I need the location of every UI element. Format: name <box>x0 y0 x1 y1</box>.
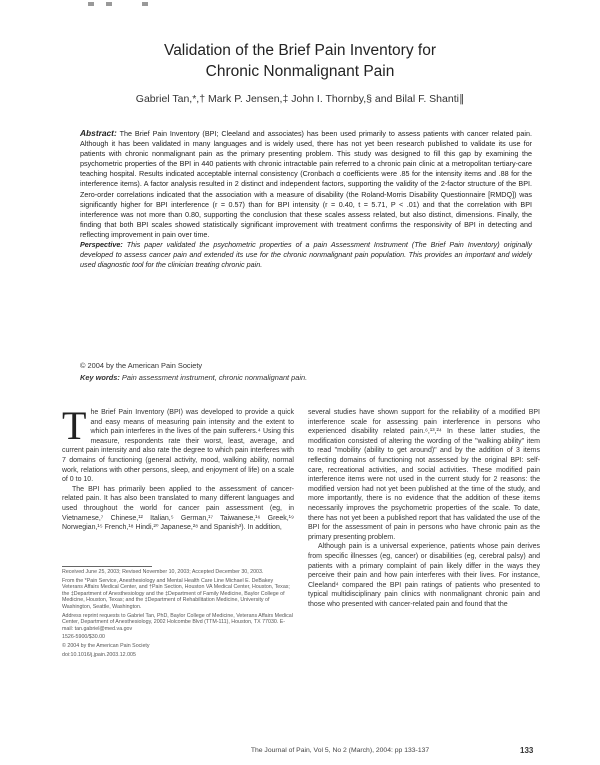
author-list: Gabriel Tan,*,† Mark P. Jensen,‡ John I. Thornby,§ and Bilal F. Shanti∥ <box>135 93 465 105</box>
footnote: From the *Pain Service, Anesthesiology and Mental Health Care Line Michael E. DeBakey Veterans Affairs Medical Center, and †Pain Section, Houston VA Medical Center, Houston, Texas; the ‡Department of Anesthesiology and the ‡Department of Family Medicine, Baylor College of Medicine, Houston, Texas; and the ‡Department of Rehabilitation Medicine, University of Washington, Seattle, Washington. <box>62 577 290 610</box>
page-number: 133 <box>520 746 534 755</box>
copyright-line: © 2004 by the American Pain Society <box>80 361 203 370</box>
keywords-text: Pain assessment instrument, chronic nonmalignant pain. <box>121 373 308 382</box>
perspective-text: This paper validated the psychometric properties of a pain Assessment Instrument (The Brief Pain Inventory) originally developed to assess cancer pain and extended its use for the chronic nonmalignant pain population. This provides an important and widely used diagnostic tool for the clinician treating chronic pain. <box>80 240 533 270</box>
journal-footer: The Journal of Pain, Vol 5, No 2 (March), 2004: pp 133-137 <box>250 747 430 754</box>
abstract <box>80 128 532 270</box>
footnote: Address reprint requests to Gabriel Tan, PhD, Baylor College of Medicine, Veterans Affairs Medical Center, Department of Anesthesiology, 2002 Holcombe Blvd (TTM-111), Houston, TX 77030. E-mail: tan.gabriel@med.va.gov <box>62 612 293 632</box>
footnote: 1526-5900/$30.00 <box>62 634 106 641</box>
body-column-left <box>62 403 294 533</box>
crop-marks <box>88 2 208 8</box>
title-line-1: Validation of the Brief Pain Inventory for <box>164 42 436 59</box>
perspective-label: Perspective: <box>80 240 123 250</box>
abstract-text: The Brief Pain Inventory (BPI; Cleeland and associates) has been used primarily to assess patients with cancer related pain. Although it has been validated in many languages and is widely used, there has not yet been research published to validate its use for patients with chronic nonmalignant pain as the primary presenting problem. This study was designed to fill this gap by examining the psychometric properties of the BPI in 440 patients with chronic intractable pain referred to a chronic pain clinic at a metropolitan tertiary-care teaching hospital. Results indicated acceptable internal consistency (Cronbach α coefficients were .85 for the intensity items and .88 for the interference items). A factor analysis resulted in 2 distinct and independent factors, supporting the validity of the 2-factor structure of the BPI. Zero-order correlations indicated that the association with a measure of disability (the Roland-Morris Disability Questionnaire [RMDQ]) was significantly higher for BPI interference (r = 0.57) than for BPI intensity (r = 0.40, t = 5.71, P < .01) and that the correlation with BPI interference was not more than 0.80, supporting the conclusion that these scales assess related, but also distinct, dimensions. Finally, the finding that both BPI scales showed statistically significant improvement with treatment confirms the responsivity of BPI in detecting and reflecting improvement in pain over time. <box>80 129 532 239</box>
article-title <box>60 40 540 82</box>
body-paragraph: Although pain is a universal experience, patients whose pain derives from specific illnesses (eg, cancer) or disabilities (eg, cerebral palsy) and patients with a primary complaint of pain likely differ in the ways they perceive their pain and how pain interferes with their lives. For instance, Cleeland⁴ compared the BPI pain ratings of patients who presented to typical multidisciplinary pain clinics with nonmalignant chronic pain and those who presented with cancer-related pain and found that the <box>308 543 540 608</box>
paragraph-text: he Brief Pain Inventory (BPI) was developed to provide a quick and easy means of measuring pain intensity and the extent to which pain interferes in the lives of the pain sufferers.⁴ Using this measure, respondents rate their worst, least, average, and current pain intensity and also rate the degree to which pain interferes with 7 domains of functioning (general activity, mood, walking ability, normal work, relations with other persons, sleep, and enjoyment of life) on a scale of 0 to 10. <box>62 409 294 484</box>
abstract-label: Abstract: <box>80 128 117 138</box>
footnote: Received June 25, 2003; Revised November 10, 2003; Accepted December 30, 2003. <box>62 569 264 575</box>
body-paragraph: several studies have shown support for the reliability of a modified BPI interference scale for assessing pain interference in persons who experienced disability related pain.⁶,¹³,²⁴ In these latter studies, the modification consisted of altering the wording of the "walking ability" item to read "mobility (ability to get around)" and by the addition of 3 items reflecting domains of functioning not assessed by the original BPI: self-care, recreational activities, and social activities. These modified pain interference items were not used in the current study for 2 reasons: the modified version had not yet been published at the time of the study, and more importantly, there is no evidence that the addition of these items necessarily improves the psychometric properties of the scale. To date, there has not yet been a published report that has validated the use of the BPI for the assessment of pain in persons who have chronic pain as the primary presenting problem. <box>308 409 540 541</box>
keywords <box>80 373 530 382</box>
title-line-2: Chronic Nonmalignant Pain <box>205 63 395 80</box>
footnote: doi:10.1016/j.jpain.2003.12.005 <box>62 651 136 658</box>
footnote: © 2004 by the American Pain Society <box>62 642 150 649</box>
body-paragraph <box>62 403 294 485</box>
body-column-right <box>308 408 540 609</box>
perspective-paragraph <box>80 240 532 270</box>
keywords-label: Key words: <box>80 373 120 382</box>
abstract-paragraph <box>80 128 532 240</box>
footnotes <box>62 569 294 660</box>
body-paragraph: The BPI has primarily been applied to the assessment of cancer-related pain. It has also been translated to many different languages and used throughout the world for cancer pain assessment (eg, in Vietnamese,⁷ Chinese,¹² Italian,⁵ German,¹⁷ Taiwanese,¹⁶ Greek,¹⁹ Norwegian,¹⁵ French,¹⁸ Hindi,²⁰ Japanese,²⁸ and Spanish³). In addition, <box>62 485 294 532</box>
drop-cap: T <box>62 403 87 448</box>
footnote-divider <box>62 566 152 567</box>
